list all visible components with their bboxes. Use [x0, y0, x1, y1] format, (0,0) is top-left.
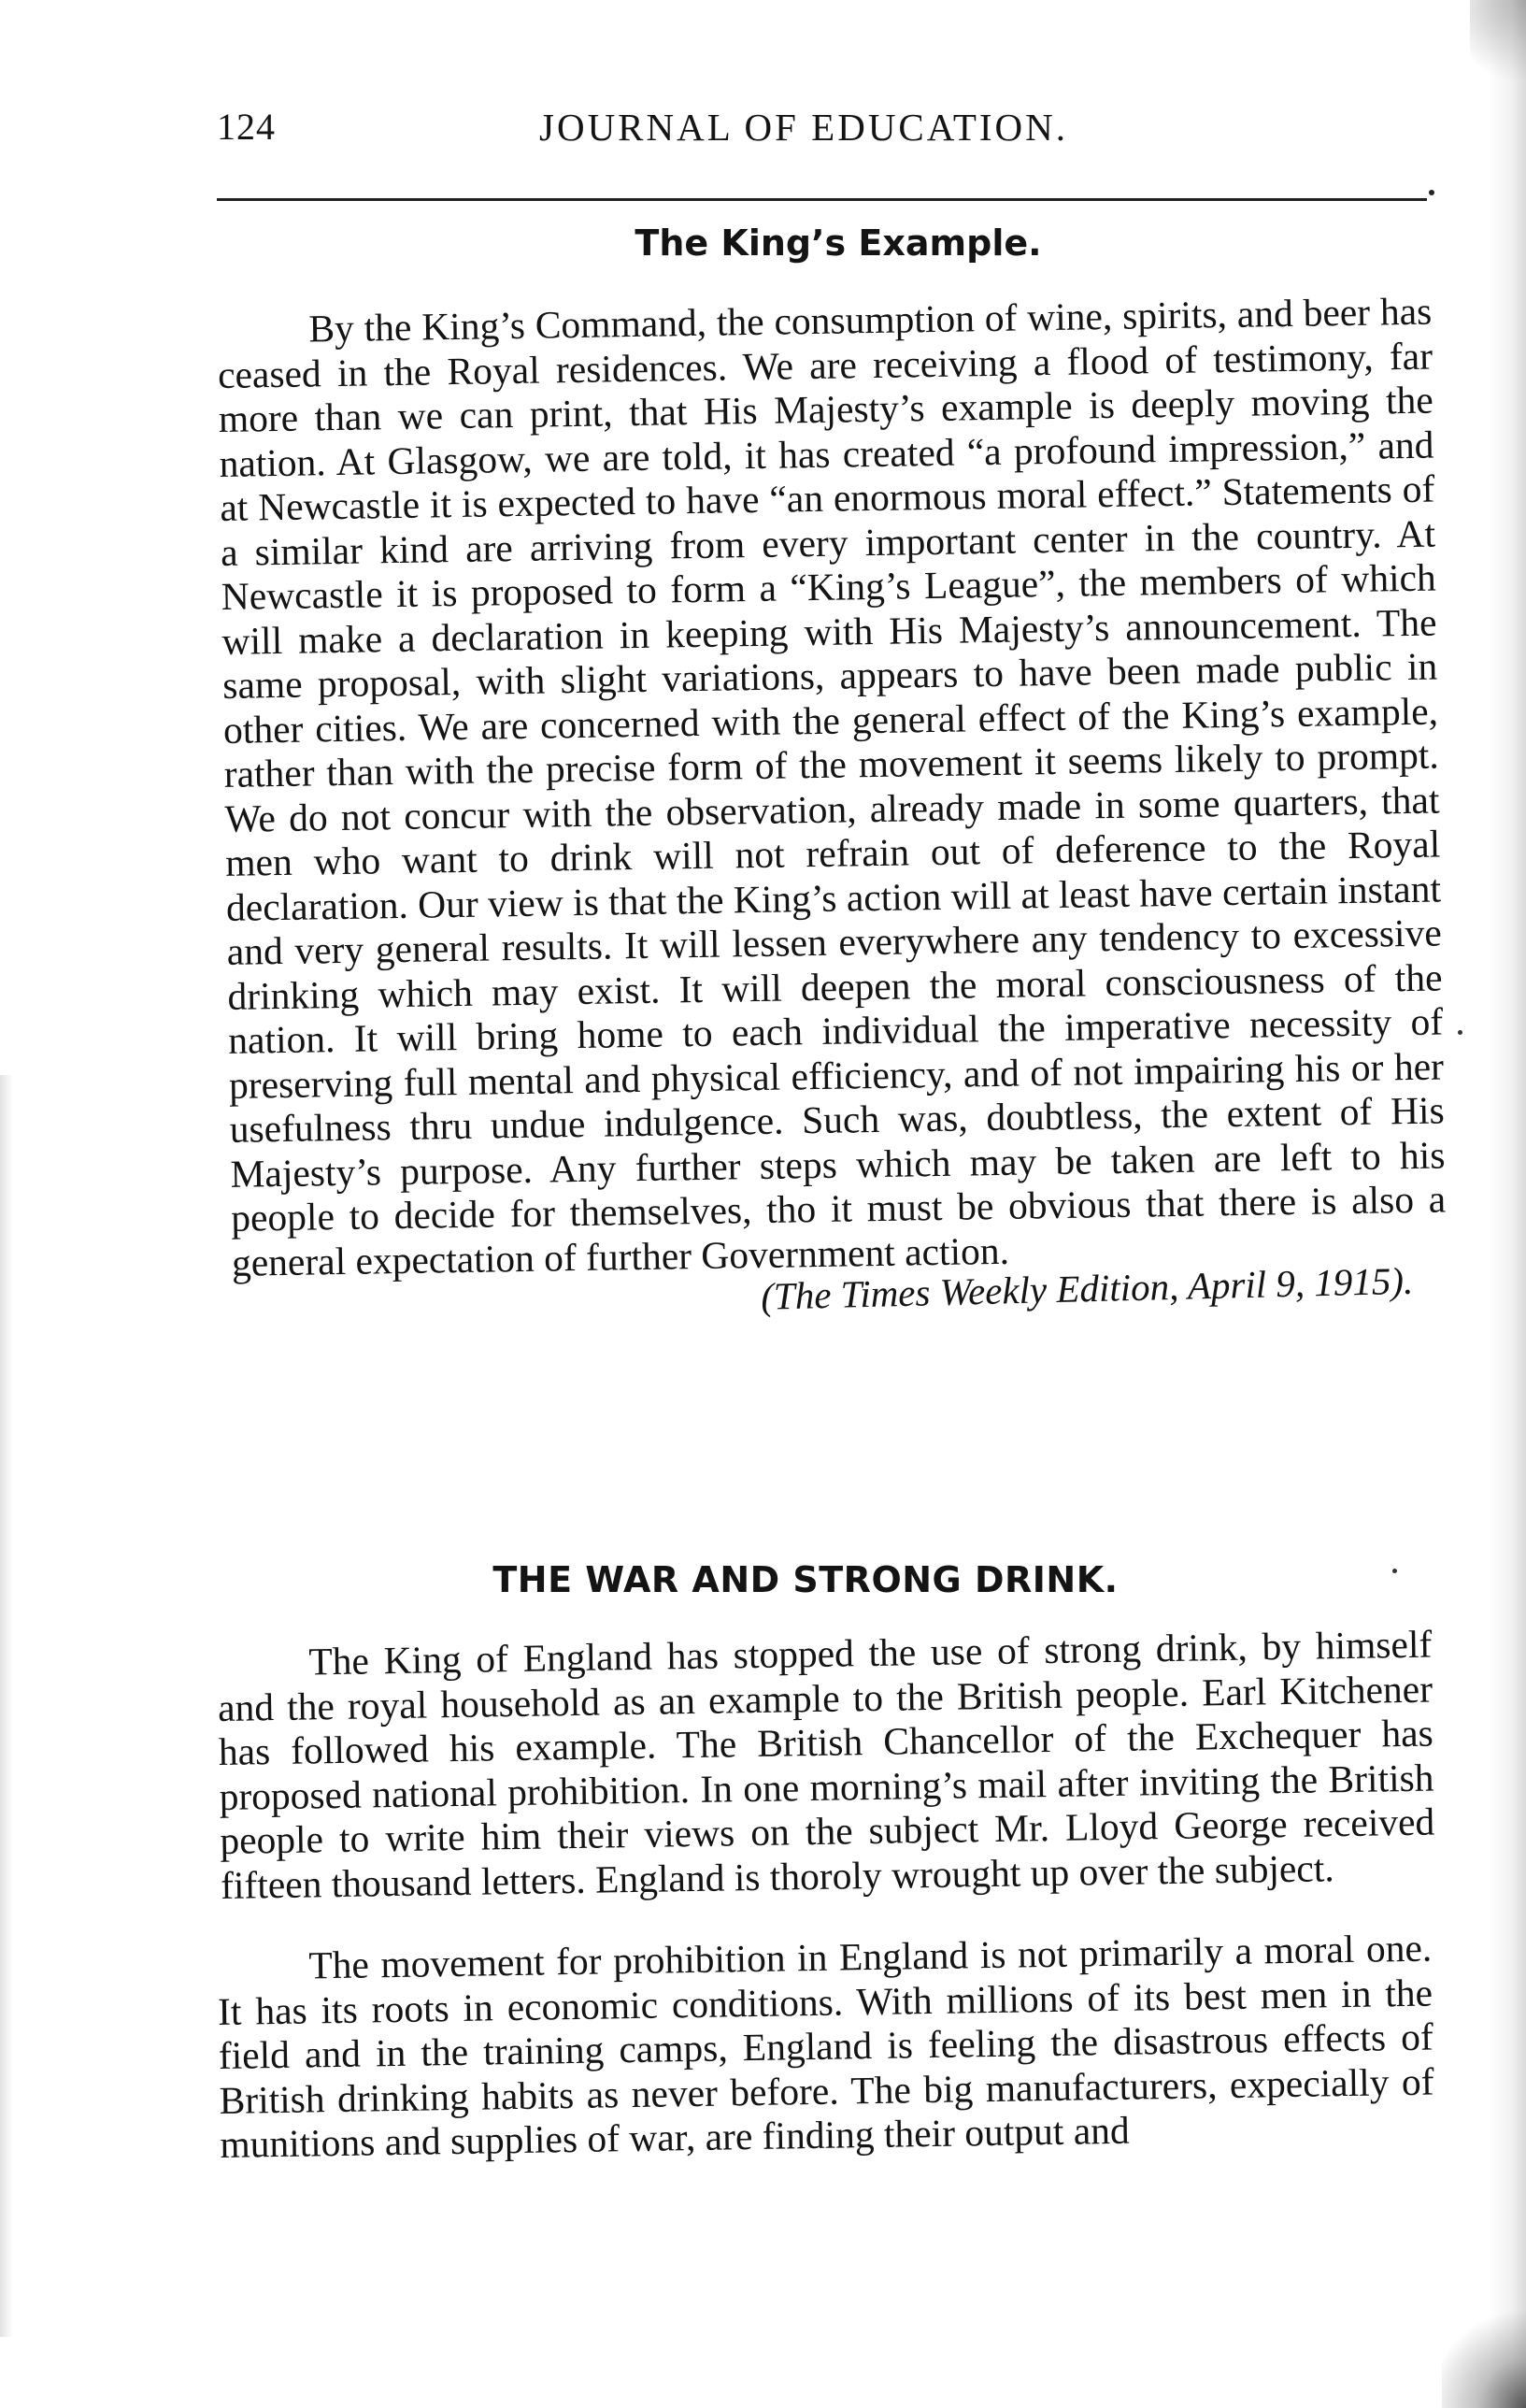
article-title: THE WAR AND STRONG DRINK. — [492, 1559, 1119, 1600]
scan-edge-left — [0, 1075, 13, 2337]
scan-smudge-bottom — [1442, 2296, 1526, 2408]
article-kings-example — [217, 222, 1447, 1332]
article-paragraph: The King of England has stopped the use of strong drink, by himself and the royal household as an example to the British people. Earl Kitchener has followed his example. The British Chancellor of the Exchequer has proposed national prohibition. In one morning’s mail after inviting the British people to write him their views on the subject Mr. Lloyd George received fifteen thousand letters. England is thoroly wrought up over the subject. — [217, 1622, 1435, 1907]
stray-mark — [1458, 1030, 1462, 1035]
citation-text: (The Times Weekly Edition, April 9, 1915). — [760, 1258, 1414, 1318]
article-paragraph: The movement for prohibition in England is not primarily a moral one. It has its roots in economic conditions. With millions of its best men in the field and in the training camps, England is feeling the disastrous effects of British drinking habits as never before. The big manufacturers, expecially of munitions and supplies of war, are finding their output and — [217, 1926, 1434, 2166]
journal-title: JOURNAL OF EDUCATION. — [539, 106, 1069, 149]
scan-edge-right — [1489, 0, 1526, 2408]
article-title: The King’s Example. — [635, 222, 1042, 264]
page-number: 124 — [217, 106, 276, 148]
header-rule-dot — [1429, 190, 1434, 195]
header-rule — [217, 198, 1427, 201]
article-war-and-strong-drink — [217, 1559, 1435, 2168]
running-head — [217, 105, 1422, 161]
article-body: By the King’s Command, the consumption of wine, spirits, and beer has ceased in the Royal residences. We are receiving a flood of testimony, far more than we can print, that His Majesty’s example is deeply moving the nation. At Glasgow, we are told, it has created “a profound impression,” and at Newcastle it is expected to have “an enormous moral effect.” Statements of a similar kind are arriving from every important center in the country. At Newcastle it is proposed to form a “King’s League”, the members of which will make a declaration in keeping with His Majesty’s announcement. The same proposal, with slight variations, appears to have been made public in other cities. We are concerned with the general effect of the King’s example, rather than with the precise form of the movement it seems likely to prompt. We do not concur with the observation, already made in some quarters, that men who want to drink will not refrain out of deference to the Royal declaration. Our view is that the King’s action will at least have certain instant and very general results. It will lessen everywhere any tendency to excessive drinking which may exist. It will deepen the moral consciousness of the nation. It will bring home to each individual the imperative necessity of preserving full mental and physical efficiency, and of not impairing his or her usefulness thru undue indulgence. Such was, doubtless, the extent of His Majesty’s purpose. Any further steps which may be taken are left to his people to decide for themselves, tho it must be obvious that there is also a general expectation of further Government action. — [217, 289, 1447, 1284]
